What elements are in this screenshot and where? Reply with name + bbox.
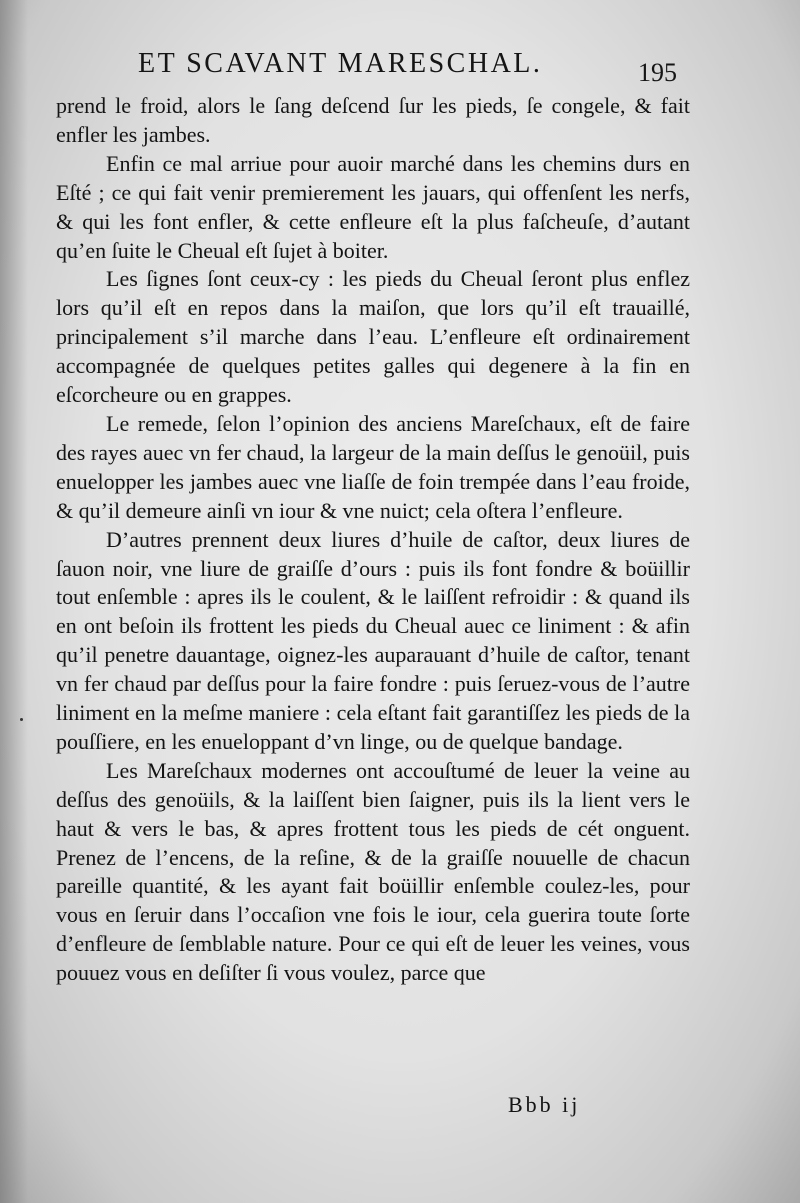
running-title: ET SCAVANT MARESCHAL. <box>138 48 543 79</box>
signature-mark: Bbb ij <box>508 1092 581 1117</box>
running-head <box>0 48 800 88</box>
paragraph-remedy-modern: Les Mareſchaux modernes ont accouſtumé de leuer la veine au deſſus des genoüils, & la laiſſent bien ſaigner, puis ils la lient vers le haut & vers le bas, & apres frottent tous les pieds de cét onguent. Prenez de l’encens, de la reſine, & de la graiſſe nouuelle de chacun pareille quantité, & les ayant fait boüillir enſemble coulez-les, pour vous en ſeruir dans l’occaſion vne fois le iour, cela guerira toute ſorte d’enfleure de ſemblable nature. Pour ce qui eſt de leuer les veines, vous pouuez vous en deſiſter ſi vous voulez, parce que <box>56 757 690 986</box>
paragraph-remedy-ancient: Le remede, ſelon l’opinion des anciens Mareſchaux, eſt de faire des rayes auec vn fer chaud, la largeur de la main deſſus le genoüil, puis enuelopper les jambes auec vne liaſſe de foin trempée dans l’eau froide, & qu’il demeure ainſi vn iour & vne nuict; cela oſtera l’enfleure. <box>56 410 690 523</box>
paragraph-cause: Enfin ce mal arriue pour auoir marché dans les chemins durs en Eſté ; ce qui fait venir premierement les jauars, qui offenſent les nerfs, & qui les font enfler, & cette enfleure eſt la plus faſcheuſe, d’autant qu’en ſuite le Cheual eſt ſujet à boiter. <box>56 150 690 263</box>
paragraph-signs: Les ſignes ſont ceux-cy : les pieds du Cheual ſeront plus enflez lors qu’il eſt en repos dans la maiſon, que lors qu’il eſt trauaillé, principalement s’il marche dans l’eau. L’enfleure eſt ordinairement accompagnée de quelques petites galles qui degenere à la fin en eſcorcheure ou en grappes. <box>56 266 690 408</box>
paragraph-continuation: prend le froid, alors le ſang deſcend ſur les pieds, ſe congele, & fait enfler les jambes. <box>56 93 690 147</box>
body-text <box>56 92 690 988</box>
paper-speck <box>20 718 23 721</box>
paragraph-remedy-others: D’autres prennent deux liures d’huile de caſtor, deux liures de ſauon noir, vne liure de graiſſe d’ours : puis ils font fondre & boüillir tout enſemble : apres ils le coulent, & le laiſſent refroidir : & quand ils en ont beſoin ils frottent les pieds du Cheual auec ce liniment : & afin qu’il penetre dauantage, oignez-les auparauant d’huile de caſtor, tenant vn fer chaud par deſſus pour la faire fondre : puis ſeruez-vous de l’autre liniment en la meſme maniere : cela eſtant fait garantiſſez les pieds de la pouſſiere, en les enueloppant d’vn linge, ou de quelque bandage. <box>56 526 690 754</box>
page-number: 195 <box>638 58 677 87</box>
